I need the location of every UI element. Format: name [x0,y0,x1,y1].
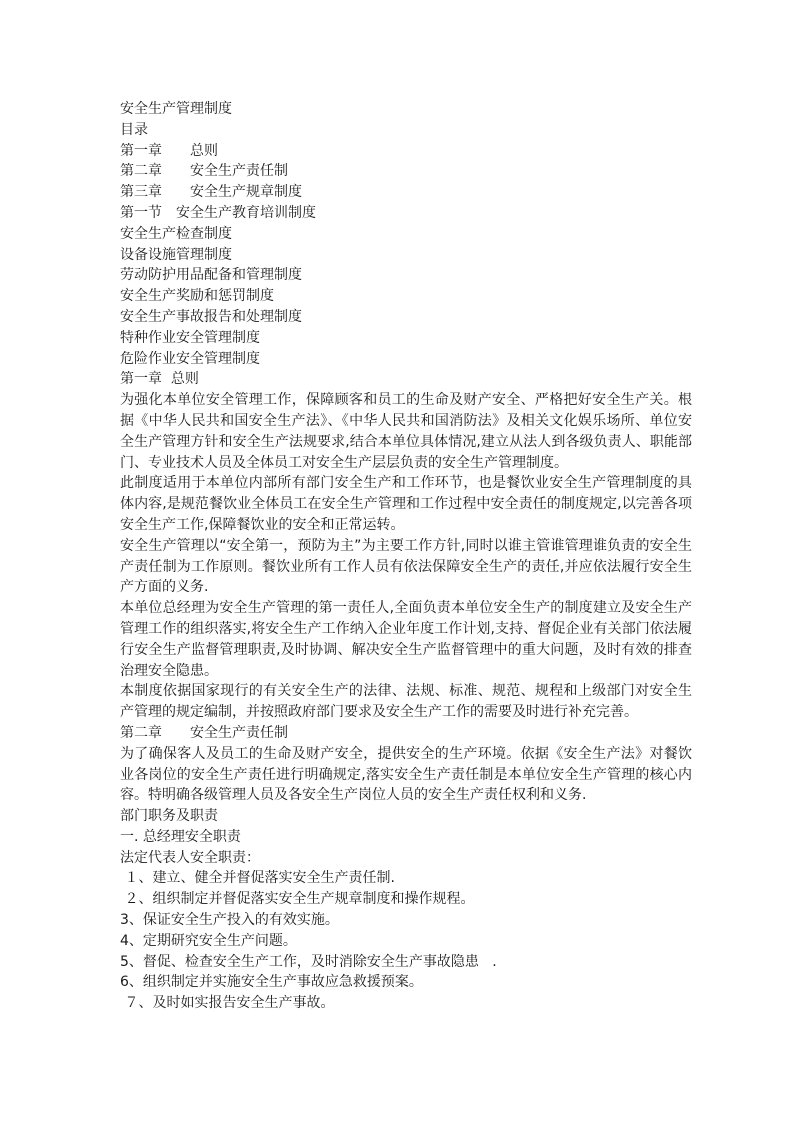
toc-item: 第二章 安全生产责任制 [120,163,288,180]
chapter2-paragraph: 为了确保客人及员工的生命及财产安全，提供安全的生产环境。依据《安全生产法》对餐饮业各岗位的安全生产责任进行明确规定,落实安全生产责任制是本单位安全生产管理的核心内容。特明确各级管理人员及各安全生产岗位人员的安全生产责任权利和义务. [120,745,692,804]
toc-item: 设备设施管理制度 [120,246,232,263]
legal-rep-duties-heading: 法定代表人安全职责： [120,849,260,866]
list-item: ２、组织制定并督促落实安全生产规章制度和操作规程。 [120,891,475,908]
toc-heading: 目录 [120,121,148,138]
list-item: 4、定期研究安全生产问题。 [120,932,297,949]
toc-item: 安全生产奖励和惩罚制度 [120,288,274,305]
toc-item: 第一节 安全生产教育培训制度 [120,204,316,221]
list-item: １、建立、健全并督促落实安全生产责任制. [120,870,395,887]
list-item: 3、保证安全生产投入的有效实施。 [120,912,339,929]
list-item: 5、督促、检查安全生产工作，及时消除安全生产事故隐患 . [120,953,497,970]
toc-item: 特种作业安全管理制度 [120,329,260,346]
toc-item: 危险作业安全管理制度 [120,350,260,367]
duties-list [120,868,692,1014]
chapter1-paragraph: 为强化本单位安全管理工作，保障顾客和员工的生命及财产安全、严格把好安全生产关。根据《中华人民共和国安全生产法》、《中华人民共和国消防法》及相关文化娱乐场所、单位安全生产管理方针和安全生产法规要求,结合本单位具体情况,建立从法人到各级负责人、职能部门、专业技术人员及全体员工对安全生产层层负责的安全生产管理制度。 [120,392,692,471]
chapter1-paragraph: 安全生产管理以“安全第一，预防为主”为主要工作方针,同时以谁主管谁管理谁负责的安全生产责任制为工作原则。餐饮业所有工作人员有依法保障安全生产的责任,并应依法履行安全生产方面的义务. [120,537,692,596]
list-item: 6、组织制定并实施安全生产事故应急救援预案。 [120,974,423,991]
gm-duties-heading: 一. 总经理安全职责 [120,828,241,845]
table-of-contents [120,141,692,370]
chapter1-heading: 第一章 总则 [120,371,199,388]
department-duties-heading: 部门职务及职责 [120,808,218,825]
document-page [120,99,692,1014]
chapter1-paragraph: 本单位总经理为安全生产管理的第一责任人,全面负责本单位安全生产的制度建立及安全生产管理工作的组织落实,将安全生产工作纳入企业年度工作计划,支持、督促企业有关部门依法履行安全生产监督管理职责,及时协调、解决安全生产监督管理中的重大问题，及时有效的排查治理安全隐患。 [120,600,692,679]
toc-item: 第三章 安全生产规章制度 [120,184,302,201]
toc-item: 劳动防护用品配备和管理制度 [120,267,302,284]
toc-item: 第一章 总则 [120,142,218,159]
toc-item: 安全生产检查制度 [120,225,232,242]
chapter1-paragraph: 本制度依据国家现行的有关安全生产的法律、法规、标准、规范、规程和上级部门对安全生产管理的规定编制，并按照政府部门要求及安全生产工作的需要及时进行补充完善。 [120,683,692,721]
toc-item: 安全生产事故报告和处理制度 [120,308,302,325]
list-item: ７、及时如实报告安全生产事故。 [120,995,335,1012]
document-title: 安全生产管理制度 [120,101,232,117]
chapter1-paragraph: 此制度适用于本单位内部所有部门安全生产和工作环节，也是餐饮业安全生产管理制度的具体内容,是规范餐饮业全体员工在安全生产管理和工作过程中安全责任的制度规定,以完善各项安全生产工作,保障餐饮业的安全和正常运转。 [120,475,692,533]
chapter2-heading: 第二章 安全生产责任制 [120,724,288,741]
